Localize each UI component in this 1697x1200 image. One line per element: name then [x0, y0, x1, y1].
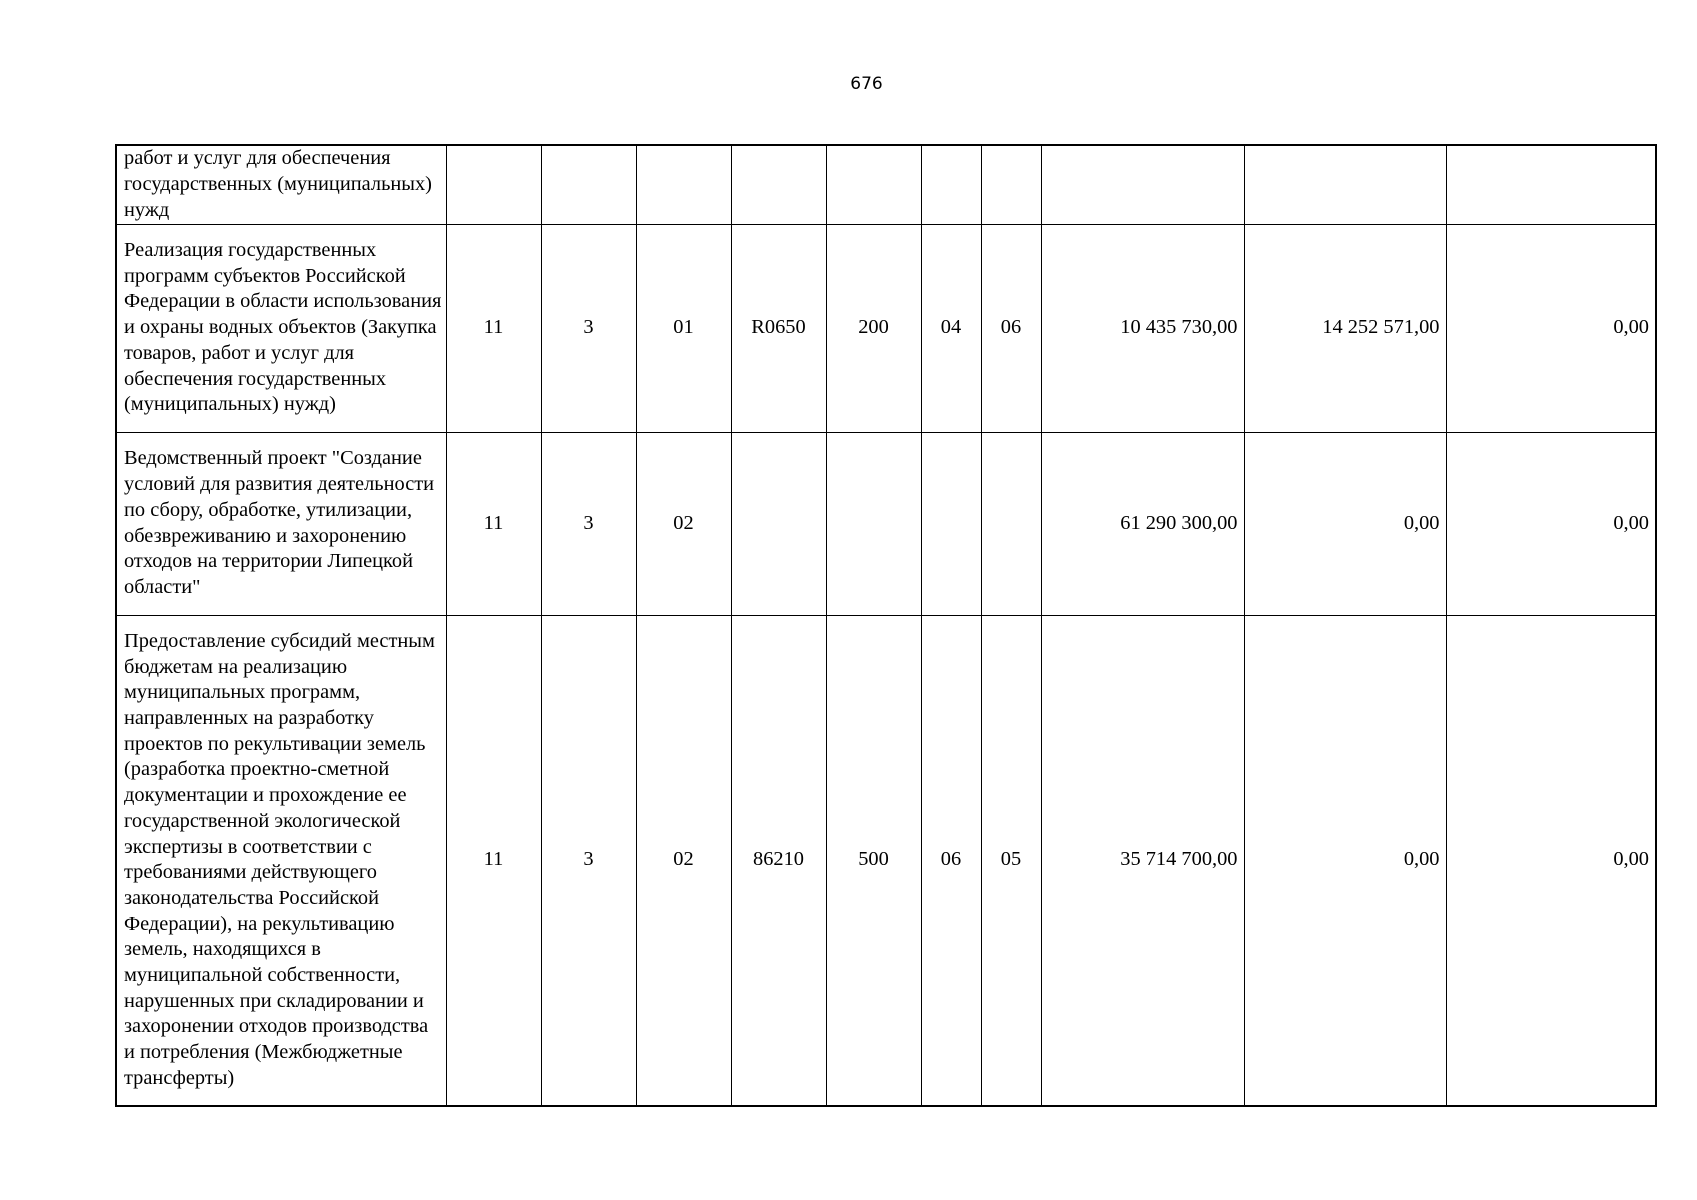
code-cell: 200 [826, 224, 921, 432]
table-row [116, 432, 1656, 615]
amount-cell: 10 435 730,00 [1041, 224, 1244, 432]
code-cell [731, 145, 826, 224]
amount-cell: 61 290 300,00 [1041, 432, 1244, 615]
code-cell: 01 [636, 224, 731, 432]
code-cell: 11 [446, 615, 541, 1106]
code-cell [981, 432, 1041, 615]
code-cell: 11 [446, 224, 541, 432]
code-cell: 05 [981, 615, 1041, 1106]
row-description: Ведомственный проект "Создание условий для развития деятельности по сбору, обработке, утилизации, обезвреживанию и захоронению отходов на территории Липецкой области" [116, 432, 446, 615]
amount-cell: 0,00 [1244, 432, 1446, 615]
code-cell: 3 [541, 432, 636, 615]
code-cell [636, 145, 731, 224]
page-number: 676 [850, 74, 883, 94]
code-cell: 06 [921, 615, 981, 1106]
code-cell: 3 [541, 615, 636, 1106]
amount-cell: 0,00 [1446, 224, 1656, 432]
amount-cell [1446, 145, 1656, 224]
code-cell: 86210 [731, 615, 826, 1106]
code-cell [981, 145, 1041, 224]
code-cell: 500 [826, 615, 921, 1106]
code-cell [826, 432, 921, 615]
code-cell: 04 [921, 224, 981, 432]
code-cell: R0650 [731, 224, 826, 432]
code-cell [541, 145, 636, 224]
amount-cell [1041, 145, 1244, 224]
row-description: Реализация государственных программ субъектов Российской Федерации в области использования и охраны водных объектов (Закупка товаров, работ и услуг для обеспечения государственных (муниципальных) нужд) [116, 224, 446, 432]
code-cell [921, 145, 981, 224]
amount-cell: 0,00 [1446, 432, 1656, 615]
code-cell: 02 [636, 432, 731, 615]
code-cell: 02 [636, 615, 731, 1106]
table-row [116, 615, 1656, 1106]
amount-cell: 14 252 571,00 [1244, 224, 1446, 432]
table-row [116, 145, 1656, 224]
amount-cell [1244, 145, 1446, 224]
code-cell [731, 432, 826, 615]
code-cell: 11 [446, 432, 541, 615]
code-cell: 3 [541, 224, 636, 432]
code-cell [826, 145, 921, 224]
table-row [116, 224, 1656, 432]
amount-cell: 35 714 700,00 [1041, 615, 1244, 1106]
row-description: работ и услуг для обеспечения государственных (муниципальных) нужд [116, 145, 446, 224]
budget-table [115, 144, 1657, 1107]
code-cell [446, 145, 541, 224]
row-description: Предоставление субсидий местным бюджетам на реализацию муниципальных программ, направленных на разработку проектов по рекультивации земель (разработка проектно-сметной документации и прохождение ее государственной экологической экспертизы в соответствии с требованиями действующего законодательства Российской Федерации), на рекультивацию земель, находящихся в муниципальной собственности, нарушенных при складировании и захоронении отходов производства и потребления (Межбюджетные трансферты) [116, 615, 446, 1106]
amount-cell: 0,00 [1446, 615, 1656, 1106]
amount-cell: 0,00 [1244, 615, 1446, 1106]
code-cell: 06 [981, 224, 1041, 432]
code-cell [921, 432, 981, 615]
